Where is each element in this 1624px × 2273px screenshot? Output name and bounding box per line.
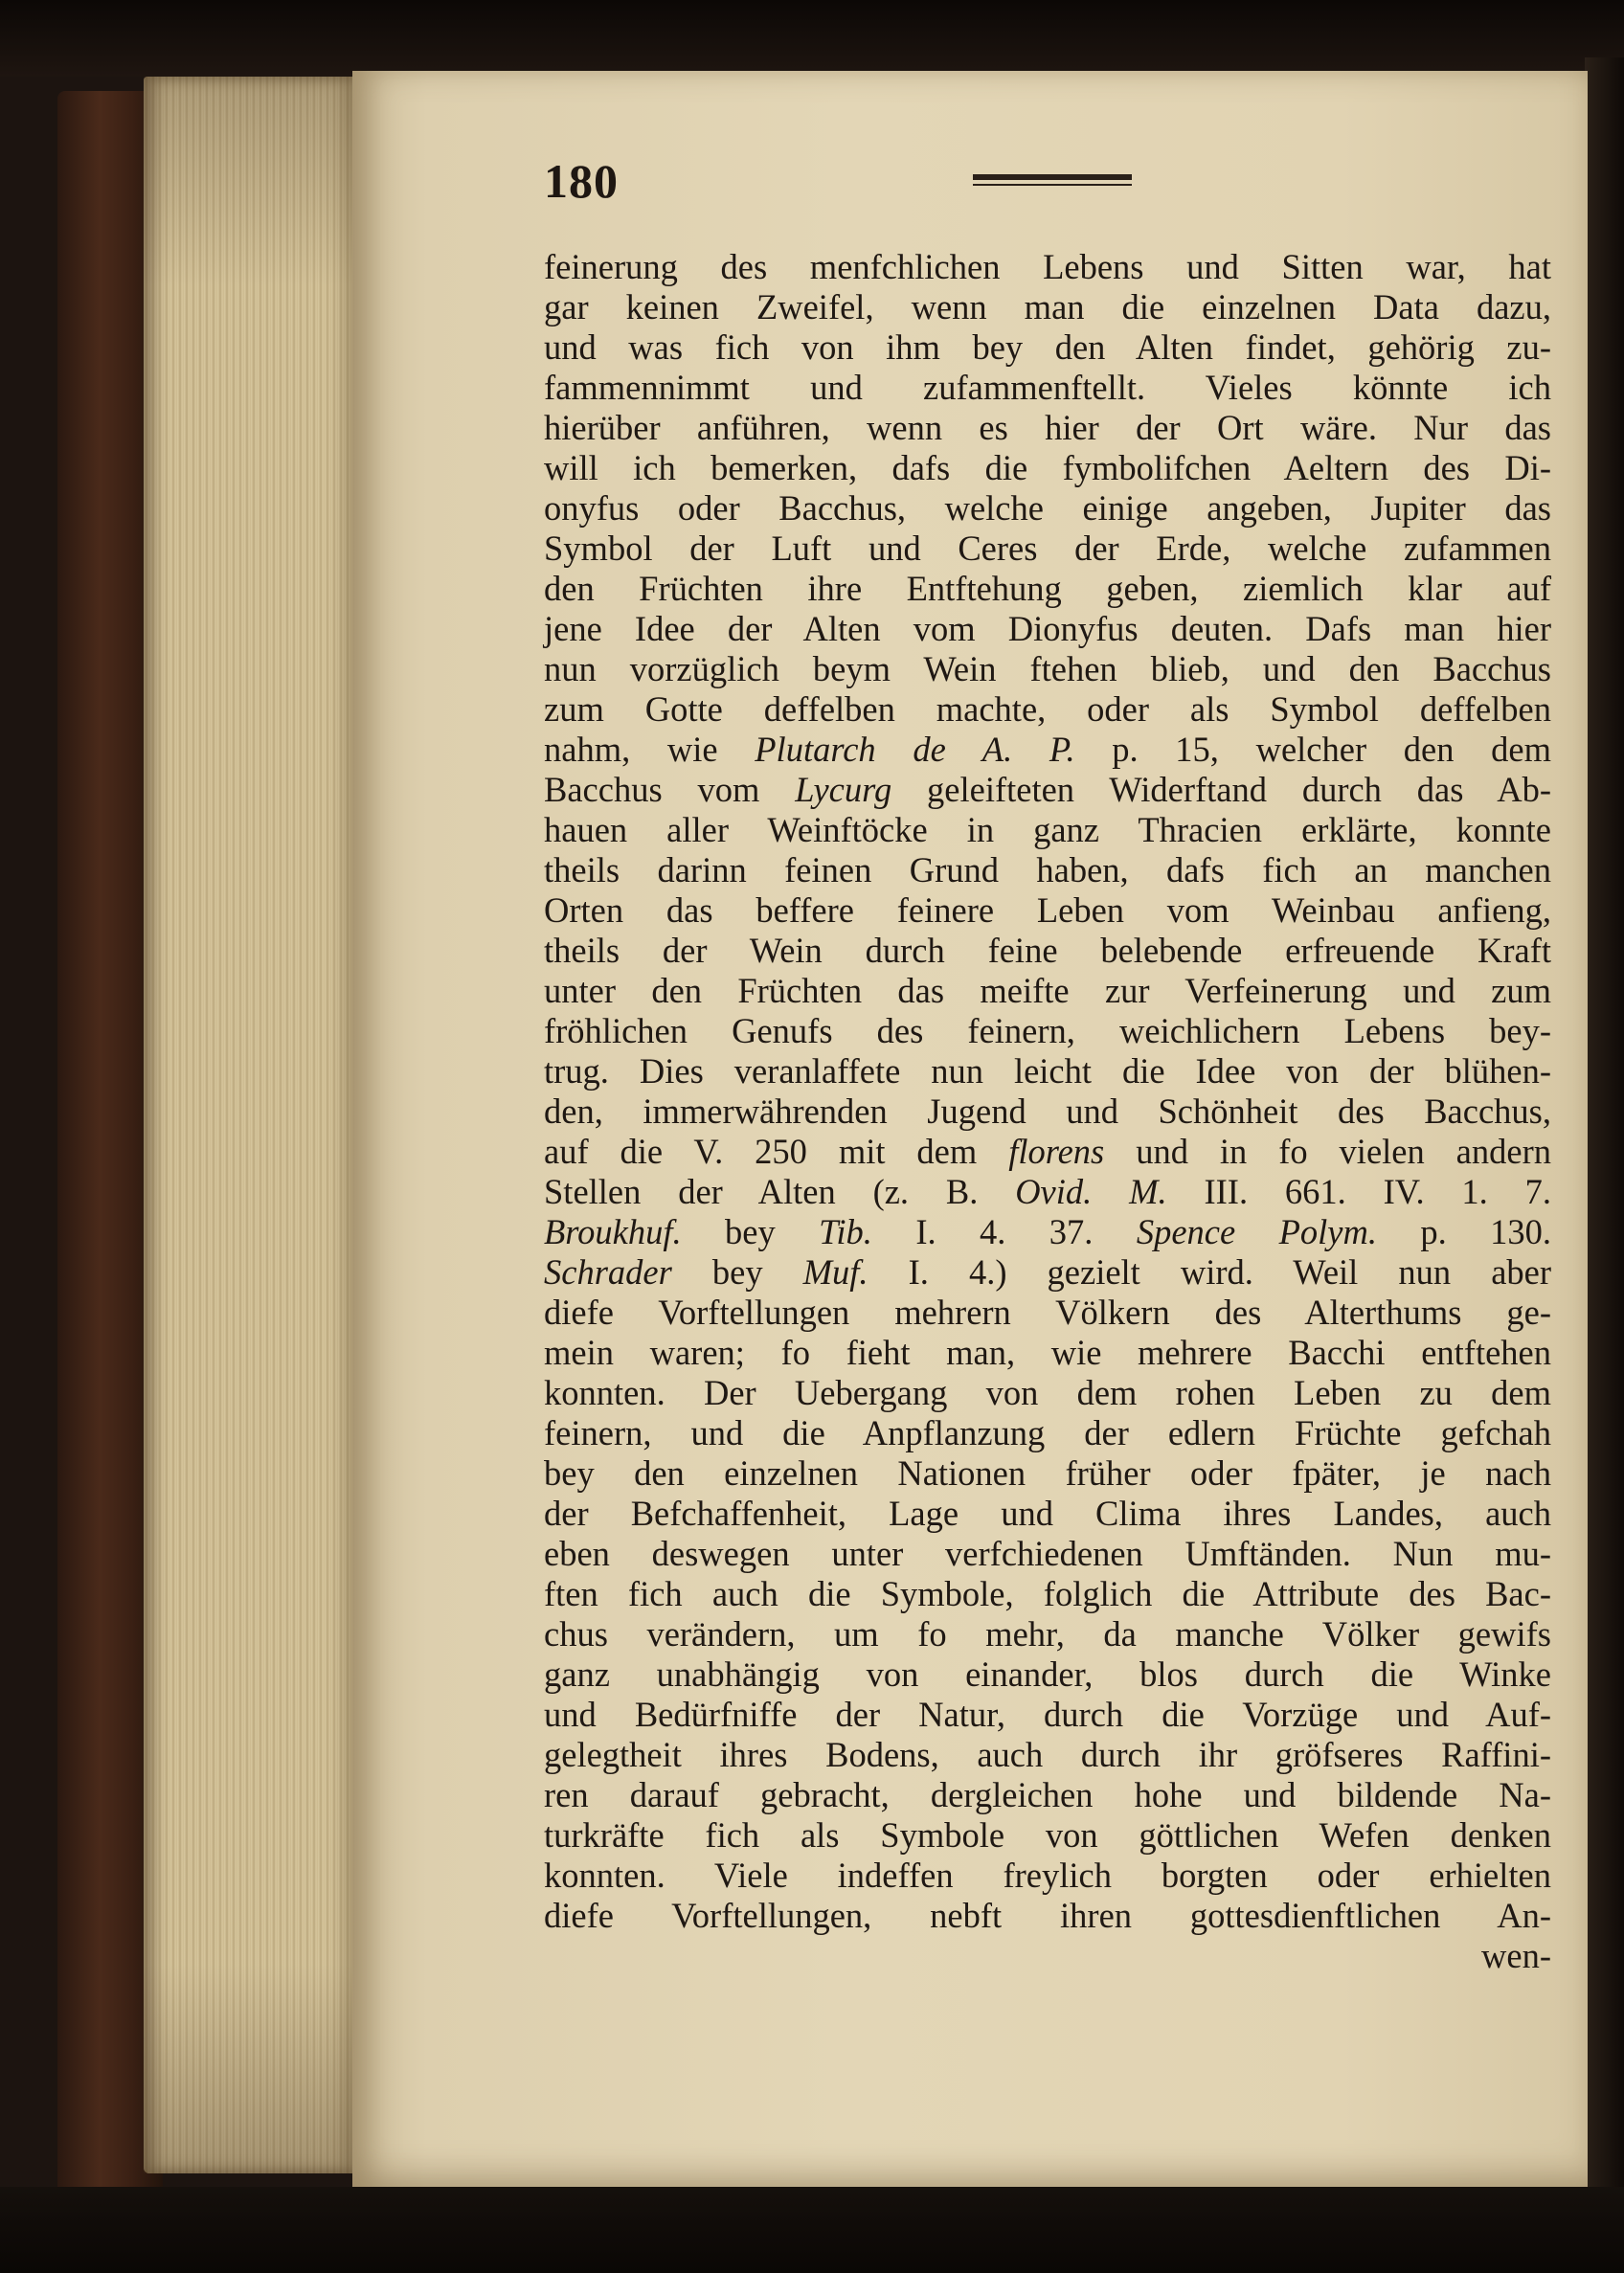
text-segment: unter den Früchten das meifte zur Verfeinerung und zum (544, 971, 1551, 1010)
text-segment: p. 130. (1376, 1212, 1552, 1251)
text-line (544, 408, 1551, 448)
catchword: wen- (1481, 1936, 1551, 1975)
text-line (544, 1051, 1551, 1091)
text-line (544, 247, 1551, 287)
text-line (544, 569, 1551, 609)
text-line (544, 1212, 1551, 1252)
text-segment: und Bedürfniffe der Natur, durch die Vorzüge und Auf- (544, 1695, 1551, 1734)
text-segment: nahm, wie (544, 730, 756, 769)
text-line (544, 1413, 1551, 1453)
background-top (0, 0, 1624, 77)
page-number: 180 (544, 154, 619, 208)
italic-segment: Broukhuf. (544, 1212, 682, 1251)
text-segment: mein waren; fo fieht man, wie mehrere Bacchi entftehen (544, 1333, 1551, 1372)
text-segment: feinerung des menfchlichen Lebens und Sitten war, hat (544, 247, 1551, 286)
text-segment: feinern, und die Anpflanzung der edlern Früchte gefchah (544, 1413, 1551, 1452)
text-segment: geleifteten Widerftand durch das Ab- (891, 770, 1552, 809)
italic-segment: Lycurg (795, 770, 892, 809)
text-line (544, 1453, 1551, 1494)
text-line (544, 488, 1551, 529)
italic-segment: florens (1008, 1132, 1105, 1171)
text-line (544, 971, 1551, 1011)
text-line (544, 1373, 1551, 1413)
text-line (544, 1695, 1551, 1735)
text-segment: auf die V. 250 mit dem (544, 1132, 1009, 1171)
header-rule-thin (973, 184, 1132, 186)
text-line (544, 1011, 1551, 1051)
text-segment: Orten das beffere feinere Leben vom Weinbau anfieng, (544, 890, 1551, 930)
text-line (544, 1132, 1551, 1172)
header-rule-thick (973, 174, 1132, 180)
text-segment: Stellen der Alten (z. B. (544, 1172, 1016, 1211)
text-segment: ganz unabhängig von einander, blos durch die Winke (544, 1654, 1551, 1694)
text-line (544, 770, 1551, 810)
text-line (544, 327, 1551, 368)
text-segment: konnten. Der Uebergang von dem rohen Leben zu dem (544, 1373, 1551, 1412)
text-segment: onyfus oder Bacchus, welche einige angeben, Jupiter das (544, 488, 1551, 528)
body-text (544, 247, 1551, 1936)
italic-segment: Tib. (819, 1212, 872, 1251)
text-segment: III. 661. IV. 1. 7. (1166, 1172, 1551, 1211)
background-bottom (0, 2187, 1624, 2273)
text-line (544, 1614, 1551, 1654)
text-line (544, 1654, 1551, 1695)
text-segment: I. 4. 37. (871, 1212, 1137, 1251)
text-line (544, 810, 1551, 850)
header-rule (973, 174, 1132, 186)
text-segment: diefe Vorftellungen, nebft ihren gottesdienftlichen An- (544, 1896, 1551, 1935)
text-segment: nun vorzüglich beym Wein ftehen blieb, und den Bacchus (544, 649, 1551, 688)
text-segment: fammennimmt und zufammenftellt. Vieles könnte ich (544, 368, 1551, 407)
background-right (1585, 57, 1624, 2193)
text-segment: gelegtheit ihres Bodens, auch durch ihr gröfseres Raffini- (544, 1735, 1551, 1774)
text-segment: theils der Wein durch feine belebende erfreuende Kraft (544, 931, 1551, 970)
text-segment: ren darauf gebracht, dergleichen hohe und bildende Na- (544, 1775, 1551, 1814)
text-segment: zum Gotte deffelben machte, oder als Symbol deffelben (544, 689, 1551, 729)
text-line (544, 368, 1551, 408)
text-line (544, 448, 1551, 488)
text-segment: Symbol der Luft und Ceres der Erde, welche zufammen (544, 529, 1551, 568)
text-segment: bey den einzelnen Nationen früher oder fpäter, je nach (544, 1453, 1551, 1493)
text-segment: diefe Vorftellungen mehrern Völkern des Alterthums ge- (544, 1293, 1551, 1332)
text-segment: I. 4.) gezielt wird. Weil nun aber (868, 1252, 1551, 1292)
text-line (544, 1856, 1551, 1896)
text-segment: fröhlichen Genufs des feinern, weichlichern Lebens bey- (544, 1011, 1551, 1050)
text-line (544, 689, 1551, 730)
text-segment: eben deswegen unter verfchiedenen Umftänden. Nun mu- (544, 1534, 1551, 1573)
text-segment: bey (681, 1212, 820, 1251)
text-segment: hierüber anführen, wenn es hier der Ort wäre. Nur das (544, 408, 1551, 447)
italic-segment: Spence Polym. (1136, 1212, 1377, 1251)
text-line (544, 1775, 1551, 1815)
italic-segment: Schrader (544, 1252, 672, 1292)
text-segment: und was fich von ihm bey den Alten findet, gehörig zu- (544, 327, 1551, 367)
text-line (544, 1574, 1551, 1614)
text-line (544, 1494, 1551, 1534)
text-segment: p. 15, welcher den dem (1074, 730, 1551, 769)
text-segment: will ich bemerken, dafs die fymbolifchen Aeltern des Di- (544, 448, 1551, 487)
text-segment: chus verändern, um fo mehr, da manche Völker gewifs (544, 1614, 1551, 1654)
page-fore-edge-shade (144, 77, 354, 2173)
text-line (544, 850, 1551, 890)
text-line (544, 730, 1551, 770)
text-segment: trug. Dies veranlaffete nun leicht die Idee von der blühen- (544, 1051, 1551, 1091)
text-line (544, 890, 1551, 931)
text-segment: den Früchten ihre Entftehung geben, ziemlich klar auf (544, 569, 1551, 608)
text-segment: den, immerwährenden Jugend und Schönheit des Bacchus, (544, 1091, 1551, 1131)
text-segment: bey (671, 1252, 803, 1292)
text-segment: Bacchus vom (544, 770, 796, 809)
text-segment: und in fo vielen andern (1104, 1132, 1551, 1171)
text-line (544, 287, 1551, 327)
text-line (544, 609, 1551, 649)
text-segment: gar keinen Zweifel, wenn man die einzelnen Data dazu, (544, 287, 1551, 326)
text-line (544, 1896, 1551, 1936)
italic-segment: Plutarch de A. P. (755, 730, 1075, 769)
text-line (544, 649, 1551, 689)
text-line (544, 1735, 1551, 1775)
text-segment: konnten. Viele indeffen freylich borgten oder erhielten (544, 1856, 1551, 1895)
text-line (544, 1534, 1551, 1574)
text-line (544, 1091, 1551, 1132)
text-line (544, 1293, 1551, 1333)
italic-segment: Muf. (802, 1252, 868, 1292)
text-line (544, 1815, 1551, 1856)
text-segment: der Befchaffenheit, Lage und Clima ihres Landes, auch (544, 1494, 1551, 1533)
italic-segment: Ovid. M. (1015, 1172, 1167, 1211)
text-line (544, 1172, 1551, 1212)
text-segment: jene Idee der Alten vom Dionyfus deuten. Dafs man hier (544, 609, 1551, 648)
text-segment: ften fich auch die Symbole, folglich die Attribute des Bac- (544, 1574, 1551, 1613)
text-line (544, 529, 1551, 569)
text-line (544, 1252, 1551, 1293)
text-segment: turkräfte fich als Symbole von göttlichen Wefen denken (544, 1815, 1551, 1855)
text-segment: hauen aller Weinftöcke in ganz Thracien erklärte, konnte (544, 810, 1551, 849)
text-segment: theils darinn feinen Grund haben, dafs fich an manchen (544, 850, 1551, 889)
text-line (544, 1333, 1551, 1373)
text-line (544, 931, 1551, 971)
